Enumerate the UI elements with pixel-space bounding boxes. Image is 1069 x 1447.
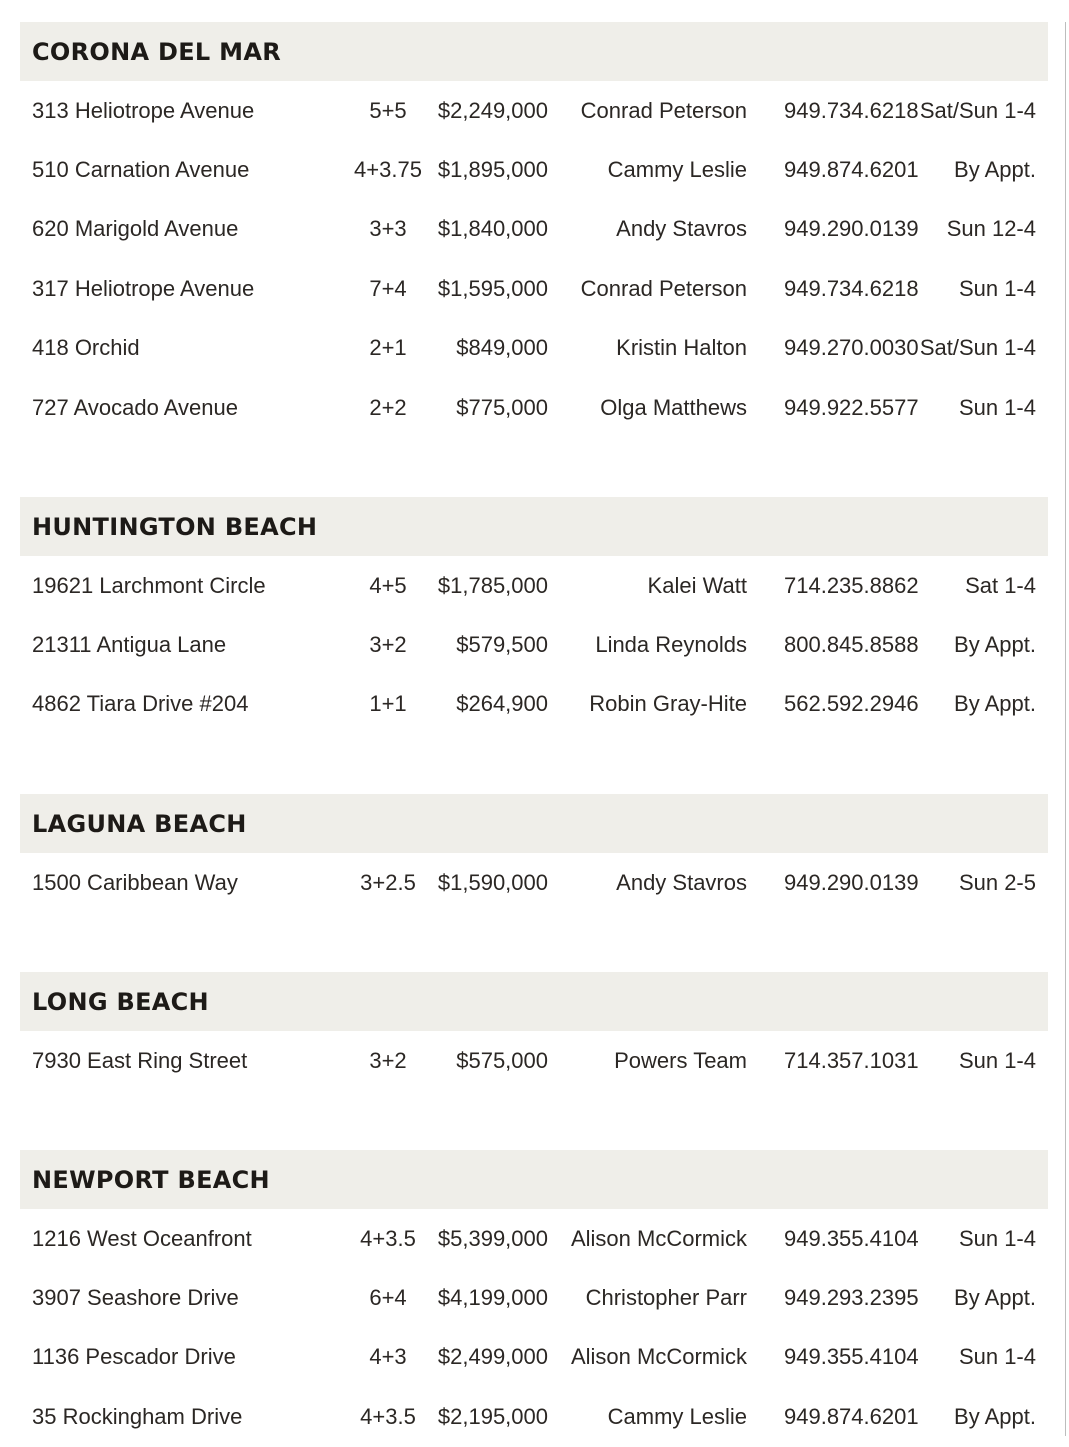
listing-address: 313 Heliotrope Avenue	[32, 97, 255, 123]
listing-row	[20, 1328, 1048, 1387]
listing-phone: 714.357.1031	[784, 1047, 919, 1073]
listing-agent: Andy Stavros	[616, 869, 747, 895]
listing-open-house: Sun 2-5	[958, 869, 1036, 895]
listing-bed-bath: 3+2	[369, 632, 407, 658]
section-title: LAGUNA BEACH	[32, 809, 247, 838]
listing-price: $2,195,000	[437, 1403, 548, 1429]
listing-phone: 714.235.8862	[784, 572, 919, 598]
right-margin-rule	[1065, 22, 1066, 1436]
listing-open-house: By Appt.	[954, 1403, 1036, 1429]
listing-row	[20, 319, 1048, 378]
listing-open-house: Sun 1-4	[958, 1047, 1036, 1073]
section-header	[20, 22, 1048, 81]
listing-price: $849,000	[456, 335, 548, 361]
section-long-beach	[20, 972, 1048, 1090]
listing-agent: Linda Reynolds	[595, 632, 747, 658]
listing-row	[20, 81, 1048, 140]
section-newport-beach	[20, 1150, 1048, 1447]
listing-open-house: By Appt.	[954, 691, 1036, 717]
listing-price: $575,000	[456, 1047, 548, 1073]
section-header	[20, 794, 1048, 853]
listing-agent: Andy Stavros	[616, 216, 747, 242]
listing-row	[20, 378, 1048, 437]
listing-bed-bath: 4+3.75	[354, 157, 422, 183]
listing-phone: 562.592.2946	[784, 691, 919, 717]
listing-open-house: Sat/Sun 1-4	[919, 335, 1036, 361]
listing-price: $1,595,000	[437, 275, 548, 301]
listing-phone: 949.355.4104	[784, 1344, 919, 1370]
listing-phone: 949.734.6218	[784, 97, 919, 123]
listing-bed-bath: 3+3	[369, 216, 407, 242]
listing-row	[20, 1209, 1048, 1268]
section-title: HUNTINGTON BEACH	[32, 512, 318, 541]
listing-agent: Powers Team	[614, 1047, 747, 1073]
listing-price: $1,785,000	[437, 572, 548, 598]
listing-agent: Conrad Peterson	[580, 275, 747, 301]
listing-bed-bath: 2+2	[369, 394, 407, 420]
section-laguna-beach	[20, 794, 1048, 912]
section-title: NEWPORT BEACH	[32, 1165, 270, 1194]
listing-address: 3907 Seashore Drive	[32, 1285, 239, 1311]
section-title: LONG BEACH	[32, 987, 209, 1016]
listing-price: $579,500	[456, 632, 548, 658]
listing-row	[20, 615, 1048, 674]
listing-price: $2,499,000	[437, 1344, 548, 1370]
listing-phone: 949.874.6201	[784, 157, 919, 183]
listing-row	[20, 675, 1048, 734]
listing-row	[20, 140, 1048, 199]
listing-agent: Cammy Leslie	[607, 1403, 747, 1429]
listing-address: 4862 Tiara Drive #204	[32, 691, 249, 717]
listing-row	[20, 853, 1048, 912]
listing-phone: 949.290.0139	[784, 869, 919, 895]
listing-address: 7930 East Ring Street	[32, 1047, 248, 1073]
listing-bed-bath: 1+1	[369, 691, 407, 717]
listing-agent: Cammy Leslie	[607, 157, 747, 183]
listing-price: $2,249,000	[437, 97, 548, 123]
listing-bed-bath: 4+5	[369, 572, 407, 598]
listing-phone: 949.290.0139	[784, 216, 919, 242]
listing-price: $1,895,000	[437, 157, 548, 183]
listing-address: 21311 Antigua Lane	[32, 632, 227, 658]
listing-agent: Alison McCormick	[570, 1225, 747, 1251]
listing-bed-bath: 4+3	[369, 1344, 407, 1370]
listing-open-house: By Appt.	[954, 157, 1036, 183]
listing-address: 1500 Caribbean Way	[32, 869, 238, 895]
listing-bed-bath: 3+2.5	[360, 869, 416, 895]
listing-phone: 949.270.0030	[784, 335, 919, 361]
listing-price: $264,900	[456, 691, 548, 717]
listing-agent: Robin Gray-Hite	[589, 691, 747, 717]
listing-price: $5,399,000	[437, 1225, 548, 1251]
listing-row	[20, 1268, 1048, 1327]
section-header	[20, 972, 1048, 1031]
listing-agent: Kristin Halton	[616, 335, 747, 361]
listing-price: $775,000	[456, 394, 548, 420]
listing-phone: 949.293.2395	[784, 1285, 919, 1311]
listing-row	[20, 556, 1048, 615]
listing-open-house: By Appt.	[954, 1285, 1036, 1311]
listing-address: 727 Avocado Avenue	[32, 394, 238, 420]
section-huntington-beach	[20, 497, 1048, 734]
listing-open-house: Sun 1-4	[958, 394, 1036, 420]
listing-address: 510 Carnation Avenue	[32, 157, 250, 183]
listing-bed-bath: 3+2	[369, 1047, 407, 1073]
listing-open-house: Sun 1-4	[958, 1344, 1036, 1370]
section-header	[20, 497, 1048, 556]
listing-bed-bath: 6+4	[369, 1285, 407, 1311]
listing-row	[20, 259, 1048, 318]
listing-phone: 949.922.5577	[784, 394, 919, 420]
listing-phone: 949.355.4104	[784, 1225, 919, 1251]
listing-agent: Alison McCormick	[570, 1344, 747, 1370]
listing-open-house: Sun 1-4	[958, 275, 1036, 301]
listing-agent: Christopher Parr	[585, 1285, 747, 1311]
listing-phone: 949.874.6201	[784, 1403, 919, 1429]
section-header	[20, 1150, 1048, 1209]
listing-row	[20, 1387, 1048, 1446]
listing-open-house: Sun 1-4	[958, 1225, 1036, 1251]
listing-bed-bath: 4+3.5	[360, 1403, 416, 1429]
listing-phone: 949.734.6218	[784, 275, 919, 301]
listing-address: 1136 Pescador Drive	[32, 1344, 236, 1370]
listing-price: $1,840,000	[437, 216, 548, 242]
listing-address: 1216 West Oceanfront	[32, 1225, 252, 1251]
listing-address: 317 Heliotrope Avenue	[32, 275, 255, 301]
listing-open-house: Sat 1-4	[965, 572, 1036, 598]
listing-open-house: Sat/Sun 1-4	[919, 97, 1036, 123]
listing-address: 418 Orchid	[32, 335, 140, 361]
listing-agent: Olga Matthews	[600, 394, 747, 420]
listing-agent: Conrad Peterson	[580, 97, 747, 123]
listing-bed-bath: 4+3.5	[360, 1225, 416, 1251]
section-title: CORONA DEL MAR	[32, 37, 282, 66]
listing-open-house: Sun 12-4	[946, 216, 1036, 242]
listing-bed-bath: 7+4	[369, 275, 407, 301]
listing-row	[20, 200, 1048, 259]
listing-agent: Kalei Watt	[647, 572, 747, 598]
listing-address: 19621 Larchmont Circle	[32, 572, 266, 598]
listing-phone: 800.845.8588	[784, 632, 919, 658]
section-corona-del-mar	[20, 22, 1048, 437]
listing-open-house: By Appt.	[954, 632, 1036, 658]
listing-row	[20, 1031, 1048, 1090]
listing-bed-bath: 2+1	[369, 335, 407, 361]
listing-address: 35 Rockingham Drive	[32, 1403, 243, 1429]
listing-price: $1,590,000	[437, 869, 548, 895]
listing-price: $4,199,000	[437, 1285, 548, 1311]
listing-address: 620 Marigold Avenue	[32, 216, 239, 242]
listing-bed-bath: 5+5	[369, 97, 407, 123]
